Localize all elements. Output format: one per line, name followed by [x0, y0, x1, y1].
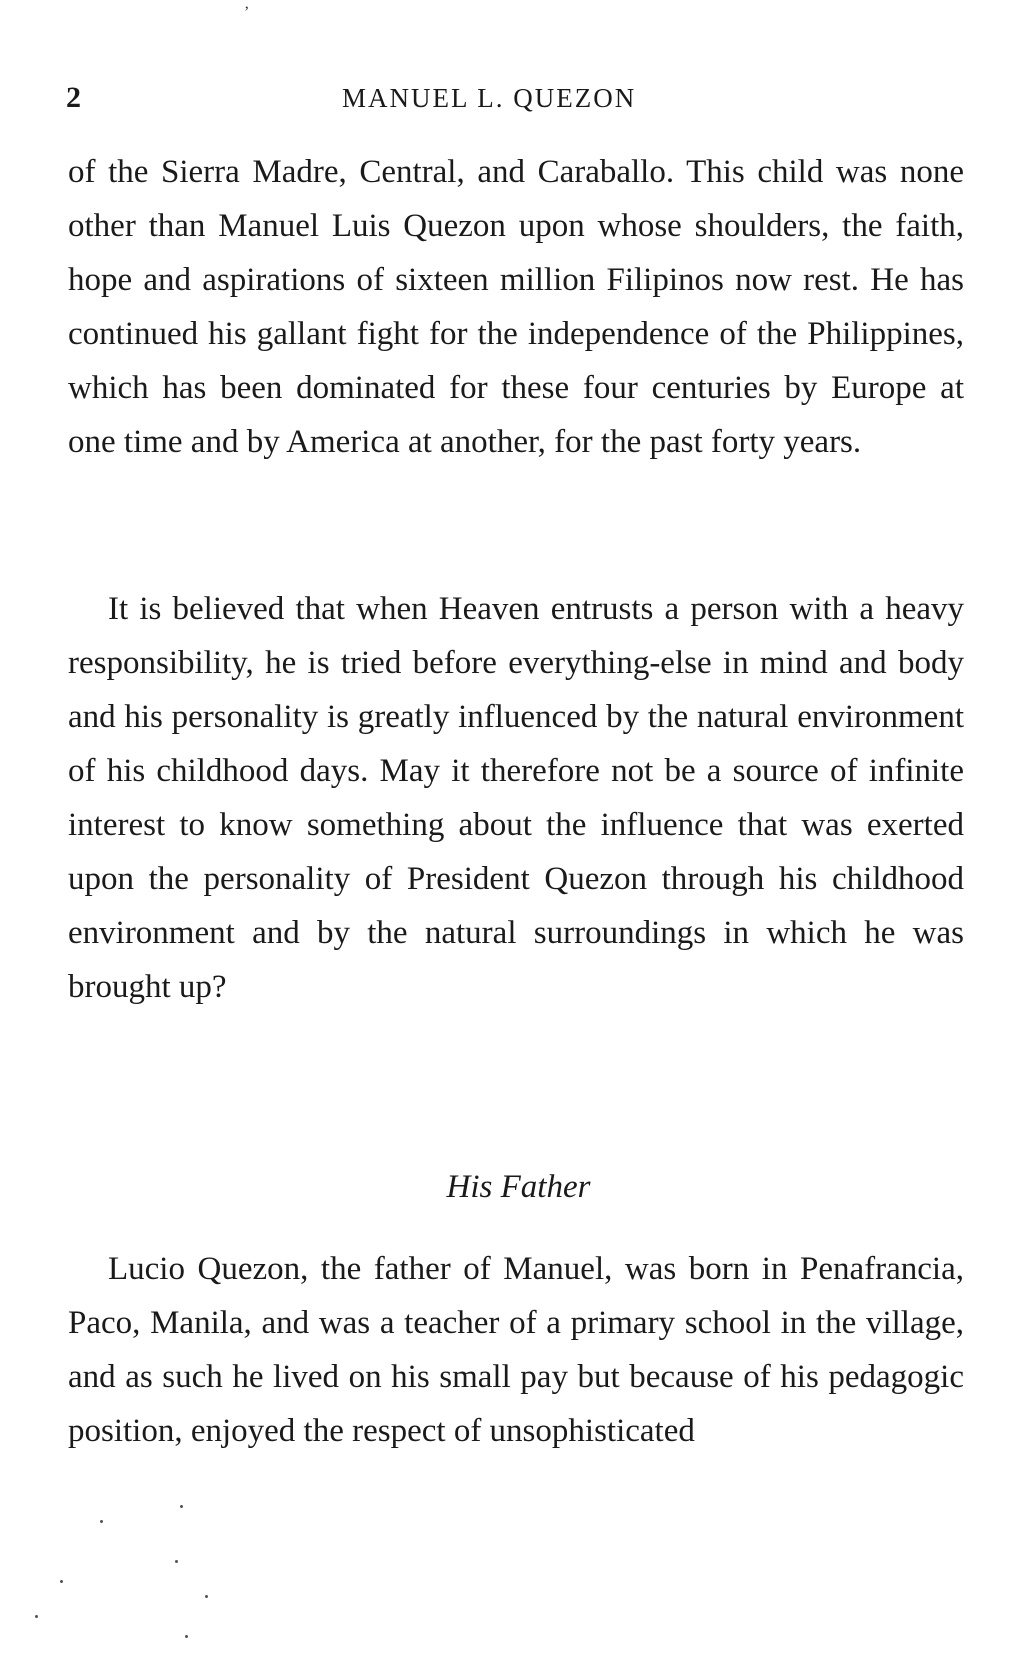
running-title: MANUEL L. QUEZON — [342, 83, 637, 113]
scan-mark: ’ — [244, 4, 250, 21]
speck — [100, 1520, 103, 1523]
page-number: 2 — [66, 81, 81, 114]
paragraph-2: It is believed that when Heaven entrusts a person with a heavy responsibility, he is tried before everything-else in mind and body and his personality is greatly influenced by the natural environment of his childhood days. May it therefore not be a source of infinite interest to know something about the influence that was exerted upon the personality of President Quezon through his childhood environment and by the natural surroundings in which he was brought up? — [68, 591, 964, 1005]
speck — [175, 1560, 178, 1563]
section-heading: His Father — [446, 1169, 591, 1205]
speck — [60, 1580, 63, 1583]
speck — [35, 1615, 38, 1618]
speck — [180, 1505, 183, 1508]
paragraph-1: of the Sierra Madre, Central, and Caraballo. This child was none other than Manuel Luis Quezon upon whose shoulders, the faith, hope and aspirations of sixteen million Filipinos now rest. He has continued his gallant fight for the independence of the Philippines, which has been dominated for these four centuries by Europe at one time and by America at another, for the past forty years. — [68, 154, 964, 460]
speck — [205, 1595, 208, 1598]
scan-specks — [30, 1500, 250, 1650]
paragraph-3: Lucio Quezon, the father of Manuel, was born in Penafrancia, Paco, Manila, and was a teacher of a primary school in the village, and as such he lived on his small pay but because of his pedagogic position, enjoyed the respect of unsophisticated — [68, 1251, 964, 1449]
speck — [185, 1635, 188, 1638]
page-header — [66, 78, 962, 118]
